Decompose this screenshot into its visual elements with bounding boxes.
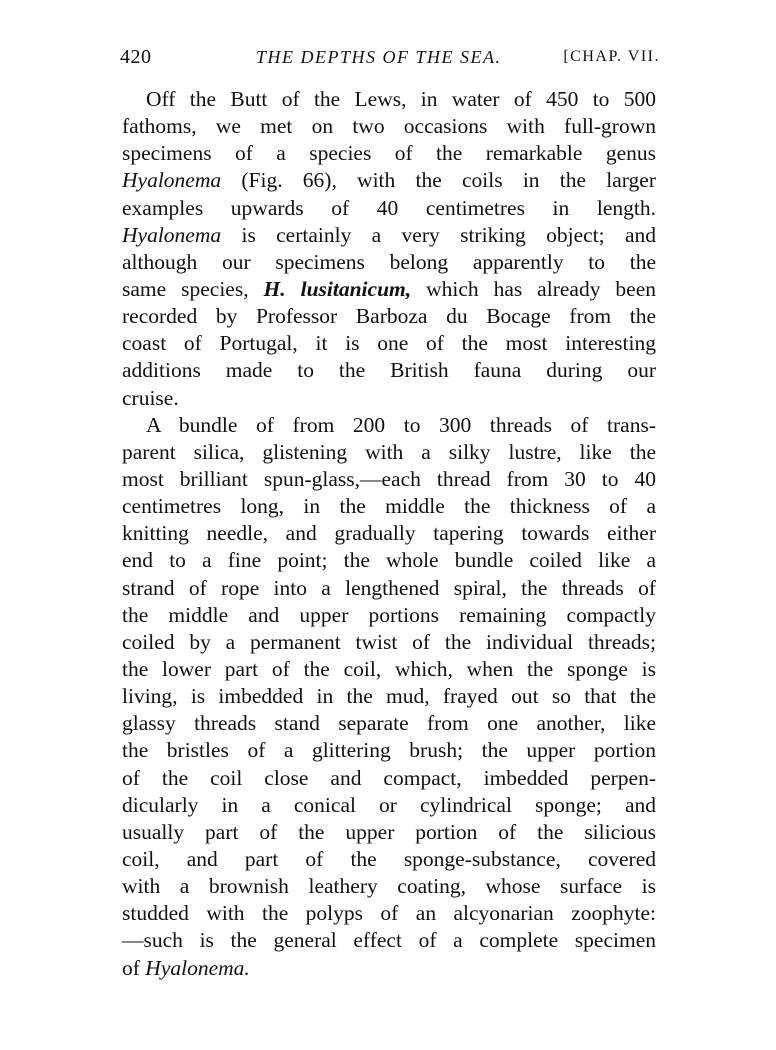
line-text: knitting needle, and gradually tapering towards either: [122, 521, 656, 546]
text-line: [122, 303, 656, 330]
body-text: [122, 86, 656, 982]
text-line: [122, 819, 656, 846]
text-line: [122, 683, 656, 710]
text-line: [122, 249, 656, 276]
text-line: [122, 710, 656, 737]
line-text: A bundle of from 200 to 300 threads of trans-: [146, 412, 656, 437]
line-text: coast of Portugal, it is one of the most interesting: [122, 331, 656, 356]
line-text: usually part of the upper portion of the silicious: [122, 819, 656, 844]
text-line: [122, 412, 656, 439]
line-text: dicularly in a conical or cylindrical sponge; and: [122, 792, 656, 817]
line-text: same species,: [122, 276, 249, 301]
line-text: is certainly a very striking object; and: [241, 222, 657, 247]
text-line: [122, 792, 656, 819]
text-line: [122, 629, 656, 656]
chapter-reference: [CHAP. VII.: [563, 48, 660, 65]
text-line: [122, 656, 656, 683]
text-line: [122, 385, 656, 412]
text-line: [122, 520, 656, 547]
line-text: (Fig. 66), with the coils in the larger: [241, 168, 657, 193]
page-number: 420: [120, 46, 152, 68]
text-line: [122, 846, 656, 873]
line-text: centimetres long, in the middle the thickness of a: [122, 494, 656, 519]
line-text: coiled by a permanent twist of the individual threads;: [122, 629, 656, 654]
line-text: living, is imbedded in the mud, frayed out so that the: [122, 684, 656, 709]
genus-name: Hyalonema: [122, 168, 222, 193]
line-text: specimens of a species of the remarkable genus: [122, 141, 656, 166]
line-text: Off the Butt of the Lews, in water of 450 to 500: [146, 87, 656, 111]
line-text: although our specimens belong apparently to the: [122, 249, 656, 274]
line-text: examples upwards of 40 centimetres in length.: [122, 195, 656, 220]
line-text: cruise.: [122, 385, 179, 410]
text-line: [122, 765, 656, 792]
species-name: H. lusitanicum,: [263, 276, 412, 301]
text-line: [122, 439, 656, 466]
line-text: end to a fine point; the whole bundle coiled like a: [122, 548, 656, 573]
text-line: [122, 86, 656, 113]
text-line: [122, 222, 656, 249]
text-line: [122, 195, 656, 222]
text-line: [122, 113, 656, 140]
line-text: coil, and part of the sponge-substance, covered: [122, 846, 656, 871]
text-line: [122, 547, 656, 574]
text-line: [122, 276, 656, 303]
genus-name: Hyalonema: [122, 222, 222, 247]
text-line: [122, 330, 656, 357]
line-text: of: [122, 955, 140, 980]
text-line: [122, 167, 656, 194]
text-line: [122, 357, 656, 384]
line-text: of the coil close and compact, imbedded perpen-: [122, 765, 656, 790]
line-text: which has already been: [426, 276, 656, 301]
line-text: glassy threads stand separate from one another, like: [122, 711, 656, 736]
text-line: [122, 575, 656, 602]
line-text: the bristles of a glittering brush; the upper portion: [122, 738, 656, 763]
genus-name: Hyalonema.: [145, 955, 250, 980]
text-line: [122, 493, 656, 520]
text-line: [122, 466, 656, 493]
text-line: [122, 737, 656, 764]
text-line: [122, 602, 656, 629]
text-line: [122, 140, 656, 167]
line-text: —such is the general effect of a complete specimen: [122, 928, 656, 953]
line-text: parent silica, glistening with a silky lustre, like the: [122, 439, 656, 464]
line-text: strand of rope into a lengthened spiral, the threads of: [122, 575, 656, 600]
text-line: [122, 873, 656, 900]
line-text: the middle and upper portions remaining compactly: [122, 602, 656, 627]
line-text: most brilliant spun-glass,—each thread from 30 to 40: [122, 466, 656, 491]
line-text: with a brownish leathery coating, whose surface is: [122, 874, 656, 899]
text-line: [122, 927, 656, 954]
line-text: the lower part of the coil, which, when the sponge is: [122, 656, 656, 681]
text-line: [122, 955, 656, 982]
book-title: THE DEPTHS OF THE SEA.: [256, 47, 502, 67]
line-text: studded with the polyps of an alcyonarian zoophyte:: [122, 901, 656, 926]
text-line: [122, 900, 656, 927]
line-text: fathoms, we met on two occasions with full-grown: [122, 114, 656, 139]
line-text: additions made to the British fauna during our: [122, 358, 656, 383]
running-head: [120, 46, 660, 74]
line-text: recorded by Professor Barboza du Bocage from the: [122, 304, 656, 329]
